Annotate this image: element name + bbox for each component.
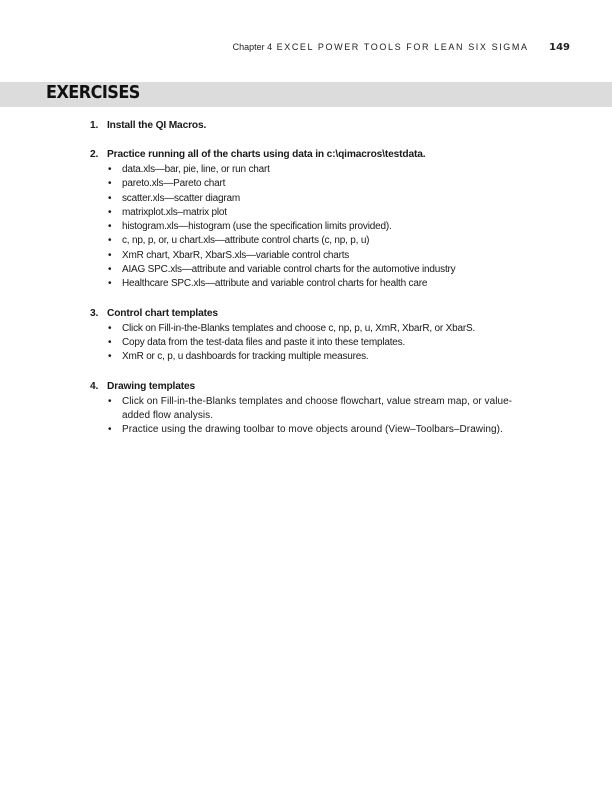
exercise-heading (90, 380, 530, 394)
bullet-list (90, 163, 530, 292)
exercise-number: 1. (90, 120, 99, 131)
bullet-icon: • (108, 221, 112, 233)
bullet-text: scatter.xls—scatter diagram (122, 192, 240, 204)
bullet-icon: • (108, 322, 112, 334)
bullet-item (108, 163, 530, 177)
exercise-item (90, 119, 530, 133)
bullet-text: XmR or c, p, u dashboards for tracking multiple measures. (122, 351, 369, 363)
bullet-icon: • (108, 395, 112, 407)
bullet-item (108, 277, 530, 291)
bullet-text: Healthcare SPC.xls—attribute and variable control charts for health care (122, 278, 428, 290)
bullet-icon: • (108, 351, 112, 363)
bullet-icon: • (108, 424, 112, 436)
bullet-item (108, 336, 530, 350)
bullet-text: pareto.xls—Pareto chart (122, 178, 226, 190)
exercise-title: Practice running all of the charts using data in c:\qimacros\testdata. (107, 149, 426, 160)
bullet-text: Click on Fill-in-the-Blanks templates and choose flowchart, value stream map, or value-added flow analysis. (122, 395, 513, 421)
bullet-text: XmR chart, XbarR, XbarS.xls—variable control charts (122, 249, 350, 261)
bullet-item (108, 206, 530, 220)
exercise-title: Install the QI Macros. (107, 120, 207, 131)
bullet-text: Practice using the drawing toolbar to move objects around (View–Toolbars–Drawing). (122, 424, 503, 436)
bullet-list (90, 322, 530, 365)
exercise-item (90, 148, 530, 292)
bullet-item (108, 322, 530, 336)
bullet-text: AIAG SPC.xls—attribute and variable control charts for the automotive industry (122, 264, 456, 276)
page-number: 149 (549, 42, 570, 53)
bullet-icon: • (108, 336, 112, 348)
bullet-text: Copy data from the test-data files and paste it into these templates. (122, 336, 406, 348)
exercise-number: 4. (90, 380, 99, 392)
bullet-list (90, 395, 530, 438)
bullet-icon: • (108, 206, 112, 218)
bullet-item (108, 395, 530, 424)
bullet-text: matrixplot.xls–matrix plot (122, 206, 227, 218)
exercise-item (90, 307, 530, 365)
bullet-text: histogram.xls—histogram (use the specification limits provided). (122, 221, 392, 233)
exercise-heading (90, 148, 530, 162)
bullet-icon: • (108, 264, 112, 276)
bullet-item (108, 423, 530, 437)
bullet-item (108, 350, 530, 364)
bullet-icon: • (108, 178, 112, 190)
bullet-icon: • (108, 235, 112, 247)
exercise-item (90, 380, 530, 438)
exercise-number: 2. (90, 149, 99, 160)
exercise-heading (90, 307, 530, 321)
chapter-label: Chapter 4 (232, 42, 273, 52)
bullet-item (108, 249, 530, 263)
bullet-text: c, np, p, or, u chart.xls—attribute control charts (c, np, p, u) (122, 235, 370, 247)
bullet-icon: • (108, 164, 112, 175)
bullet-text: data.xls—bar, pie, line, or run chart (122, 164, 270, 175)
bullet-icon: • (108, 192, 112, 204)
bullet-icon: • (108, 249, 112, 261)
bullet-item (108, 220, 530, 234)
bullet-item (108, 234, 530, 248)
bullet-item (108, 177, 530, 191)
bullet-text: Click on Fill-in-the-Blanks templates and choose c, np, p, u, XmR, XbarR, or XbarS. (122, 322, 475, 334)
exercise-number: 3. (90, 307, 99, 319)
exercise-list (90, 119, 530, 452)
running-header (233, 42, 570, 53)
section-title: EXERCISES (46, 83, 140, 103)
bullet-item (108, 192, 530, 206)
bullet-icon: • (108, 278, 112, 290)
chapter-title: EXCEL POWER TOOLS FOR LEAN SIX SIGMA (276, 42, 529, 52)
bullet-item (108, 263, 530, 277)
exercise-title: Control chart templates (107, 307, 218, 319)
exercise-heading (90, 119, 530, 133)
exercise-title: Drawing templates (107, 380, 196, 392)
